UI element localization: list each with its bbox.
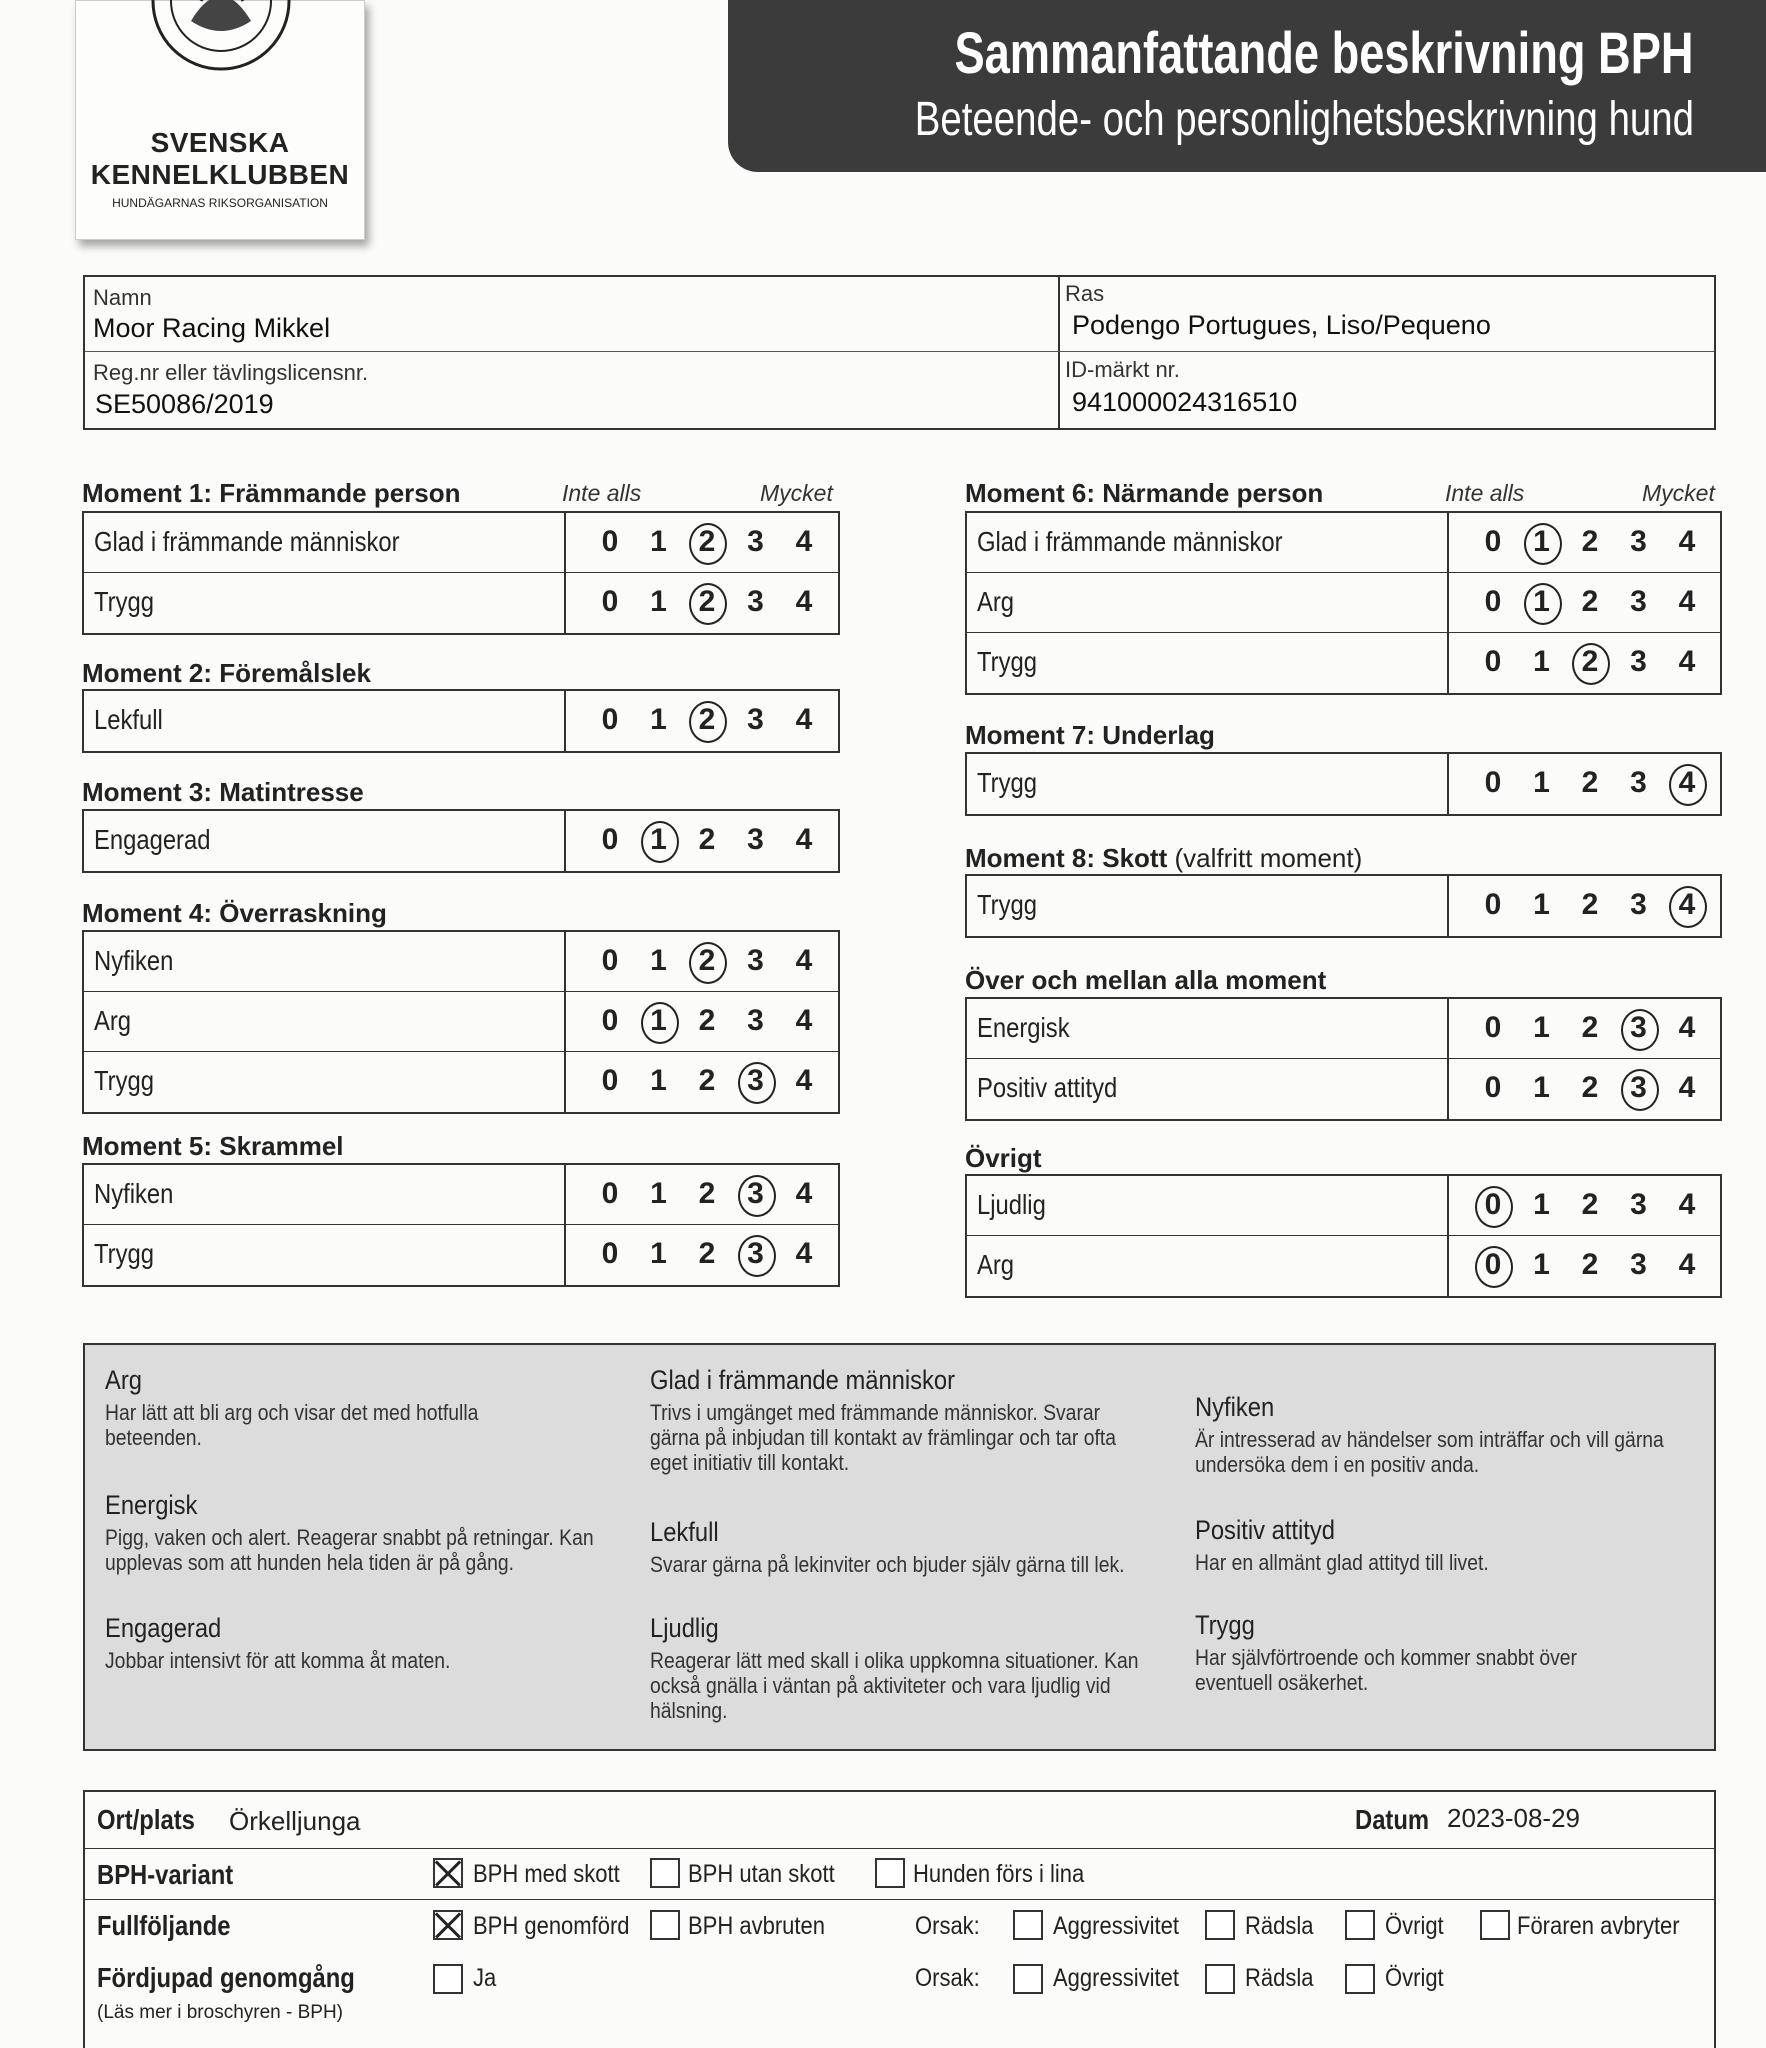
rating-scale <box>1447 754 1720 814</box>
logo-line-1: SVENSKA <box>150 127 290 158</box>
deep-review-row <box>85 1952 1714 2048</box>
option-deep-aggressivitet: Aggressivitet <box>1053 1964 1179 1992</box>
place-value: Örkelljunga <box>229 1806 361 1836</box>
kennel-club-seal-icon <box>151 0 291 101</box>
rating-option-3[interactable]: 3 <box>747 585 764 618</box>
deep-review-note: (Läs mer i broschyren - BPH) <box>97 2002 344 2023</box>
rating-option-4[interactable]: 4 <box>795 1004 813 1037</box>
option-hunden-fors-i-lina: Hunden förs i lina <box>913 1860 1085 1888</box>
definition-term: Nyfiken <box>1195 1392 1275 1422</box>
page-title: Sammanfattande beskrivning BPH <box>954 21 1694 86</box>
rating-option-4[interactable]: 4 <box>1667 876 1707 934</box>
rating-row <box>84 992 838 1052</box>
option-bph-avbruten: BPH avbruten <box>688 1912 825 1940</box>
rating-option-4[interactable]: 4 <box>1678 645 1696 678</box>
rating-option-1[interactable]: 1 <box>1533 1071 1550 1104</box>
checkbox-ovrigt[interactable] <box>1345 1910 1375 1940</box>
rating-option-2[interactable]: 2 <box>698 823 716 856</box>
rating-scale <box>564 573 838 633</box>
checkbox-bph-utan-skott[interactable] <box>650 1858 680 1888</box>
rating-option-3[interactable]: 3 <box>1619 1059 1659 1117</box>
definition-text: Har lätt att bli arg och visar det med hotfulla beteenden. <box>105 1400 479 1450</box>
date-value: 2023-08-29 <box>1447 1803 1580 1833</box>
rating-option-1[interactable]: 1 <box>650 1064 667 1097</box>
rating-option-2[interactable]: 2 <box>687 691 727 749</box>
rating-option-4[interactable]: 4 <box>795 823 813 856</box>
rating-option-4[interactable]: 4 <box>1678 1188 1696 1221</box>
place-row <box>85 1792 1714 1849</box>
checkbox-bph-avbruten[interactable] <box>650 1910 680 1940</box>
moment-title: Moment 8: Skott (valfritt moment) <box>965 843 1363 873</box>
trait-label: Trygg <box>94 1238 154 1269</box>
checkbox-bph-med-skott[interactable] <box>433 1858 463 1888</box>
rating-scale <box>1447 1059 1720 1119</box>
rating-option-2[interactable]: 2 <box>698 1237 716 1270</box>
definition-glad <box>650 1365 1150 1475</box>
rating-option-3[interactable]: 3 <box>736 1052 776 1110</box>
option-bph-utan-skott: BPH utan skott <box>688 1860 835 1888</box>
rating-option-2[interactable]: 2 <box>1581 766 1599 799</box>
rating-option-4[interactable]: 4 <box>795 525 813 558</box>
rating-option-3[interactable]: 3 <box>1630 585 1647 618</box>
rating-option-2[interactable]: 2 <box>1570 633 1610 691</box>
rating-option-1[interactable]: 1 <box>1533 1248 1550 1281</box>
moment-title: Över och mellan alla moment <box>965 965 1327 995</box>
rating-row <box>84 932 838 992</box>
trait-label: Trygg <box>94 586 154 617</box>
definition-nyfiken <box>1195 1392 1695 1477</box>
rating-scale <box>564 1225 838 1285</box>
definition-text: Är intresserad av händelser som inträffar och vill gärna undersöka dem i en positiv anda. <box>1195 1427 1664 1477</box>
scale-high-label: Mycket <box>760 480 833 506</box>
moment-title: Moment 7: Underlag <box>965 720 1215 750</box>
rating-option-2[interactable]: 2 <box>687 513 727 571</box>
option-bph-med-skott: BPH med skott <box>473 1860 620 1888</box>
moment-title: Moment 1: Främmande person <box>82 478 461 508</box>
rating-row <box>967 1059 1720 1119</box>
definition-trygg <box>1195 1610 1695 1695</box>
trait-label: Trygg <box>977 767 1037 798</box>
rating-option-2[interactable]: 2 <box>1581 1011 1599 1044</box>
rating-option-4[interactable]: 4 <box>795 944 813 977</box>
rating-option-4[interactable]: 4 <box>1678 1248 1696 1281</box>
rating-option-1[interactable]: 1 <box>1533 888 1550 921</box>
rating-option-0[interactable]: 0 <box>601 1004 619 1037</box>
definition-term: Arg <box>105 1365 142 1395</box>
definition-text: Reagerar lätt med skall i olika uppkomna situationer. Kan också gnälla i väntan på aktiviteter och vara ljudlig vid hälsning. <box>650 1648 1139 1723</box>
definition-lekfull <box>650 1517 1150 1577</box>
rating-scale <box>564 992 838 1051</box>
rating-option-3[interactable]: 3 <box>1619 999 1659 1057</box>
moment-title: Moment 5: Skrammel <box>82 1131 344 1161</box>
rating-option-3[interactable]: 3 <box>1630 645 1647 678</box>
rating-option-1[interactable]: 1 <box>1533 645 1550 678</box>
rating-option-3[interactable]: 3 <box>1630 888 1647 921</box>
trait-label: Engagerad <box>94 824 211 855</box>
rating-scale <box>1447 633 1720 693</box>
rating-scale <box>564 513 838 572</box>
moment-rating-box <box>82 511 840 635</box>
rating-option-3[interactable]: 3 <box>1630 1248 1647 1281</box>
rating-option-2[interactable]: 2 <box>698 1004 716 1037</box>
deep-review-label: Fördjupad genomgång <box>97 1962 355 1993</box>
definition-term: Positiv attityd <box>1195 1515 1335 1545</box>
definition-arg <box>105 1365 605 1450</box>
page-subtitle: Beteende- och personlighetsbeskrivning hund <box>914 93 1694 146</box>
checkbox-aggressivitet[interactable] <box>1013 1910 1043 1940</box>
rating-option-1[interactable]: 1 <box>1533 1188 1550 1221</box>
rating-scale <box>1447 1236 1720 1296</box>
rating-option-1[interactable]: 1 <box>650 944 667 977</box>
rating-row <box>967 513 1720 573</box>
trait-label: Nyfiken <box>94 1178 174 1209</box>
breed-value: Podengo Portugues, Liso/Pequeno <box>1072 310 1491 340</box>
rating-option-0[interactable]: 0 <box>1473 1176 1513 1234</box>
variant-label: BPH-variant <box>97 1859 234 1890</box>
logo-line-3: HUNDÄGARNAS RIKSORGANISATION <box>112 196 328 210</box>
rating-row <box>967 633 1720 693</box>
rating-scale <box>564 691 838 751</box>
trait-label: Nyfiken <box>94 945 174 976</box>
trait-label: Trygg <box>977 889 1037 920</box>
trait-label: Positiv attityd <box>977 1072 1118 1103</box>
test-details-form <box>83 1790 1716 2048</box>
rating-option-2[interactable]: 2 <box>1581 525 1599 558</box>
completion-row <box>85 1900 1714 1952</box>
rating-option-2[interactable]: 2 <box>1581 1248 1599 1281</box>
trait-label: Glad i främmande människor <box>977 526 1283 557</box>
checkbox-deep-aggressivitet[interactable] <box>1013 1964 1043 1994</box>
variant-row <box>85 1849 1714 1900</box>
rating-scale <box>564 1165 838 1224</box>
moment-rating-box <box>82 930 840 1114</box>
rating-option-2[interactable]: 2 <box>687 932 727 990</box>
rating-option-2[interactable]: 2 <box>1581 1071 1599 1104</box>
trait-label: Trygg <box>94 1065 154 1096</box>
rating-scale <box>564 1052 838 1112</box>
rating-scale <box>1447 1176 1720 1235</box>
rating-option-2[interactable]: 2 <box>1581 888 1599 921</box>
definition-text: Trivs i umgänget med främmande människor. Svarar gärna på inbjudan till kontakt av främlingar och tar ofta eget initiativ till kontakt. <box>650 1400 1116 1475</box>
rating-option-1[interactable]: 1 <box>639 811 679 869</box>
rating-option-1[interactable]: 1 <box>639 992 679 1050</box>
rating-row <box>84 573 838 633</box>
moment-title: Moment 4: Överraskning <box>82 898 387 928</box>
rating-scale <box>1447 513 1720 572</box>
rating-option-0[interactable]: 0 <box>601 823 619 856</box>
moment-rating-box <box>965 874 1722 938</box>
rating-option-0[interactable]: 0 <box>601 944 619 977</box>
definition-term: Lekfull <box>650 1517 719 1547</box>
rating-option-4[interactable]: 4 <box>1678 1071 1696 1104</box>
dog-info-table <box>83 275 1716 430</box>
kennel-club-logo <box>75 0 365 240</box>
checkbox-bph-genomford[interactable] <box>433 1910 463 1940</box>
option-ja: Ja <box>473 1964 497 1992</box>
reg-label: Reg.nr eller tävlingslicensnr. <box>93 360 369 385</box>
rating-option-0[interactable]: 0 <box>601 585 619 618</box>
definition-text: Har en allmänt glad attityd till livet. <box>1195 1550 1489 1575</box>
deep-reason-label: Orsak: <box>915 1964 980 1992</box>
moment-rating-box <box>82 689 840 753</box>
moment-title: Moment 3: Matintresse <box>82 777 364 807</box>
reason-label: Orsak: <box>915 1912 980 1940</box>
definition-text: Svarar gärna på lekinviter och bjuder själv gärna till lek. <box>650 1552 1125 1577</box>
scale-low-label: Inte alls <box>562 480 642 506</box>
definition-ljudlig <box>650 1613 1150 1723</box>
definition-term: Energisk <box>105 1490 198 1520</box>
logo-line-2: KENNELKLUBBEN <box>90 159 350 190</box>
rating-option-0[interactable]: 0 <box>601 1177 619 1210</box>
rating-option-1[interactable]: 1 <box>1522 573 1562 631</box>
rating-option-0[interactable]: 0 <box>1484 645 1502 678</box>
rating-option-4[interactable]: 4 <box>1667 754 1707 812</box>
moment-title: Övrigt <box>965 1143 1042 1173</box>
rating-scale <box>1447 876 1720 936</box>
rating-option-4[interactable]: 4 <box>795 1177 813 1210</box>
date-label: Datum <box>1355 1804 1430 1835</box>
rating-option-3[interactable]: 3 <box>736 1225 776 1283</box>
completion-label: Fullföljande <box>97 1910 231 1941</box>
rating-row <box>967 573 1720 633</box>
rating-option-4[interactable]: 4 <box>1678 1011 1696 1044</box>
rating-option-1[interactable]: 1 <box>1522 513 1562 571</box>
definition-text: Pigg, vaken och alert. Reagerar snabbt på retningar. Kan upplevas som att hunden hela tiden är på gång. <box>105 1525 594 1575</box>
rating-option-3[interactable]: 3 <box>736 1165 776 1223</box>
rating-option-4[interactable]: 4 <box>1678 525 1696 558</box>
rating-option-3[interactable]: 3 <box>747 525 764 558</box>
trait-label: Arg <box>94 1005 132 1036</box>
checkbox-ja[interactable] <box>433 1964 463 1994</box>
definition-term: Ljudlig <box>650 1613 719 1643</box>
rating-option-0[interactable]: 0 <box>1484 585 1502 618</box>
rating-option-3[interactable]: 3 <box>1630 766 1647 799</box>
rating-scale <box>1447 999 1720 1058</box>
moment-title: Moment 2: Föremålslek <box>82 658 371 688</box>
definition-term: Engagerad <box>105 1613 222 1643</box>
rating-scale <box>564 811 838 871</box>
rating-option-3[interactable]: 3 <box>1630 525 1647 558</box>
definition-text: Har självförtroende och kommer snabbt över eventuell osäkerhet. <box>1195 1645 1578 1695</box>
option-radsla: Rädsla <box>1245 1912 1314 1940</box>
trait-label: Ljudlig <box>977 1189 1046 1220</box>
rating-option-4[interactable]: 4 <box>1678 585 1696 618</box>
rating-option-0[interactable]: 0 <box>601 1237 619 1270</box>
definition-text: Jobbar intensivt för att komma åt maten. <box>105 1648 451 1673</box>
rating-option-0[interactable]: 0 <box>1484 525 1502 558</box>
definitions-box <box>83 1343 1716 1751</box>
rating-option-1[interactable]: 1 <box>1533 766 1550 799</box>
option-bph-genomford: BPH genomförd <box>473 1912 630 1940</box>
rating-row <box>84 513 838 573</box>
rating-scale <box>1447 573 1720 632</box>
checkbox-radsla[interactable] <box>1205 1910 1235 1940</box>
rating-option-1[interactable]: 1 <box>650 1177 667 1210</box>
definition-engagerad <box>105 1613 605 1673</box>
rating-option-1[interactable]: 1 <box>650 585 667 618</box>
rating-option-4[interactable]: 4 <box>795 585 813 618</box>
trait-label: Lekfull <box>94 704 163 735</box>
rating-option-1[interactable]: 1 <box>650 1237 667 1270</box>
moment-rating-box <box>82 809 840 873</box>
scale-high-label: Mycket <box>1642 480 1715 506</box>
definition-term: Trygg <box>1195 1610 1255 1640</box>
rating-option-4[interactable]: 4 <box>795 1064 813 1097</box>
rating-option-2[interactable]: 2 <box>698 1064 716 1097</box>
rating-option-1[interactable]: 1 <box>1533 1011 1550 1044</box>
rating-row <box>967 999 1720 1059</box>
reg-value: SE50086/2019 <box>95 389 274 419</box>
trait-label: Arg <box>977 586 1015 617</box>
rating-option-3[interactable]: 3 <box>747 823 764 856</box>
rating-option-4[interactable]: 4 <box>795 703 813 736</box>
option-ovrigt: Övrigt <box>1385 1912 1444 1940</box>
option-aggressivitet: Aggressivitet <box>1053 1912 1179 1940</box>
trait-label: Energisk <box>977 1012 1070 1043</box>
rating-option-0[interactable]: 0 <box>601 1064 619 1097</box>
rating-option-0[interactable]: 0 <box>601 525 619 558</box>
place-label: Ort/plats <box>97 1804 195 1835</box>
rating-row <box>967 1176 1720 1236</box>
option-deep-ovrigt: Övrigt <box>1385 1964 1444 1992</box>
name-value: Moor Racing Mikkel <box>93 313 331 343</box>
rating-option-1[interactable]: 1 <box>650 525 667 558</box>
trait-label: Trygg <box>977 646 1037 677</box>
name-label: Namn <box>93 285 152 310</box>
rating-option-2[interactable]: 2 <box>1581 1188 1599 1221</box>
rating-option-3[interactable]: 3 <box>747 703 764 736</box>
rating-option-0[interactable]: 0 <box>1473 1236 1513 1294</box>
scale-low-label: Inte alls <box>1445 480 1525 506</box>
header-banner <box>728 0 1766 172</box>
moment-rating-box <box>965 511 1722 695</box>
id-label: ID-märkt nr. <box>1065 357 1180 382</box>
rating-row <box>84 1225 838 1285</box>
rating-option-2[interactable]: 2 <box>1581 585 1599 618</box>
checkbox-deep-radsla[interactable] <box>1205 1964 1235 1994</box>
trait-label: Glad i främmande människor <box>94 526 400 557</box>
moment-title: Moment 6: Närmande person <box>965 478 1324 508</box>
trait-label: Arg <box>977 1249 1015 1280</box>
id-value: 941000024316510 <box>1072 387 1298 417</box>
rating-row <box>84 1165 838 1225</box>
rating-option-3[interactable]: 3 <box>747 1004 764 1037</box>
rating-option-3[interactable]: 3 <box>1630 1188 1647 1221</box>
rating-row <box>84 1052 838 1112</box>
rating-option-0[interactable]: 0 <box>601 703 619 736</box>
moment-rating-box <box>82 1163 840 1287</box>
moment-rating-box <box>965 1174 1722 1298</box>
checkbox-foraren-avbryter[interactable] <box>1480 1910 1510 1940</box>
rating-option-0[interactable]: 0 <box>1484 1071 1502 1104</box>
rating-row <box>84 811 838 871</box>
moment-rating-box <box>965 752 1722 816</box>
breed-label: Ras <box>1065 281 1105 306</box>
option-foraren-avbryter: Föraren avbryter <box>1517 1912 1680 1940</box>
rating-scale <box>564 932 838 991</box>
rating-row <box>967 876 1720 936</box>
definition-energisk <box>105 1490 605 1575</box>
rating-option-4[interactable]: 4 <box>795 1237 813 1270</box>
moment-rating-box <box>965 997 1722 1121</box>
checkbox-deep-ovrigt[interactable] <box>1345 1964 1375 1994</box>
checkbox-hunden-fors-i-lina[interactable] <box>875 1858 905 1888</box>
rating-row <box>967 1236 1720 1296</box>
rating-option-2[interactable]: 2 <box>698 1177 716 1210</box>
rating-row <box>84 691 838 751</box>
definition-positiv-attityd <box>1195 1515 1695 1575</box>
rating-option-1[interactable]: 1 <box>650 703 667 736</box>
rating-option-0[interactable]: 0 <box>1484 766 1502 799</box>
rating-option-3[interactable]: 3 <box>747 944 764 977</box>
definition-term: Glad i främmande människor <box>650 1365 956 1395</box>
option-deep-radsla: Rädsla <box>1245 1964 1314 1992</box>
moment-note: (valfritt moment) <box>1174 843 1363 873</box>
rating-option-0[interactable]: 0 <box>1484 888 1502 921</box>
rating-option-0[interactable]: 0 <box>1484 1011 1502 1044</box>
rating-option-2[interactable]: 2 <box>687 573 727 631</box>
rating-row <box>967 754 1720 814</box>
